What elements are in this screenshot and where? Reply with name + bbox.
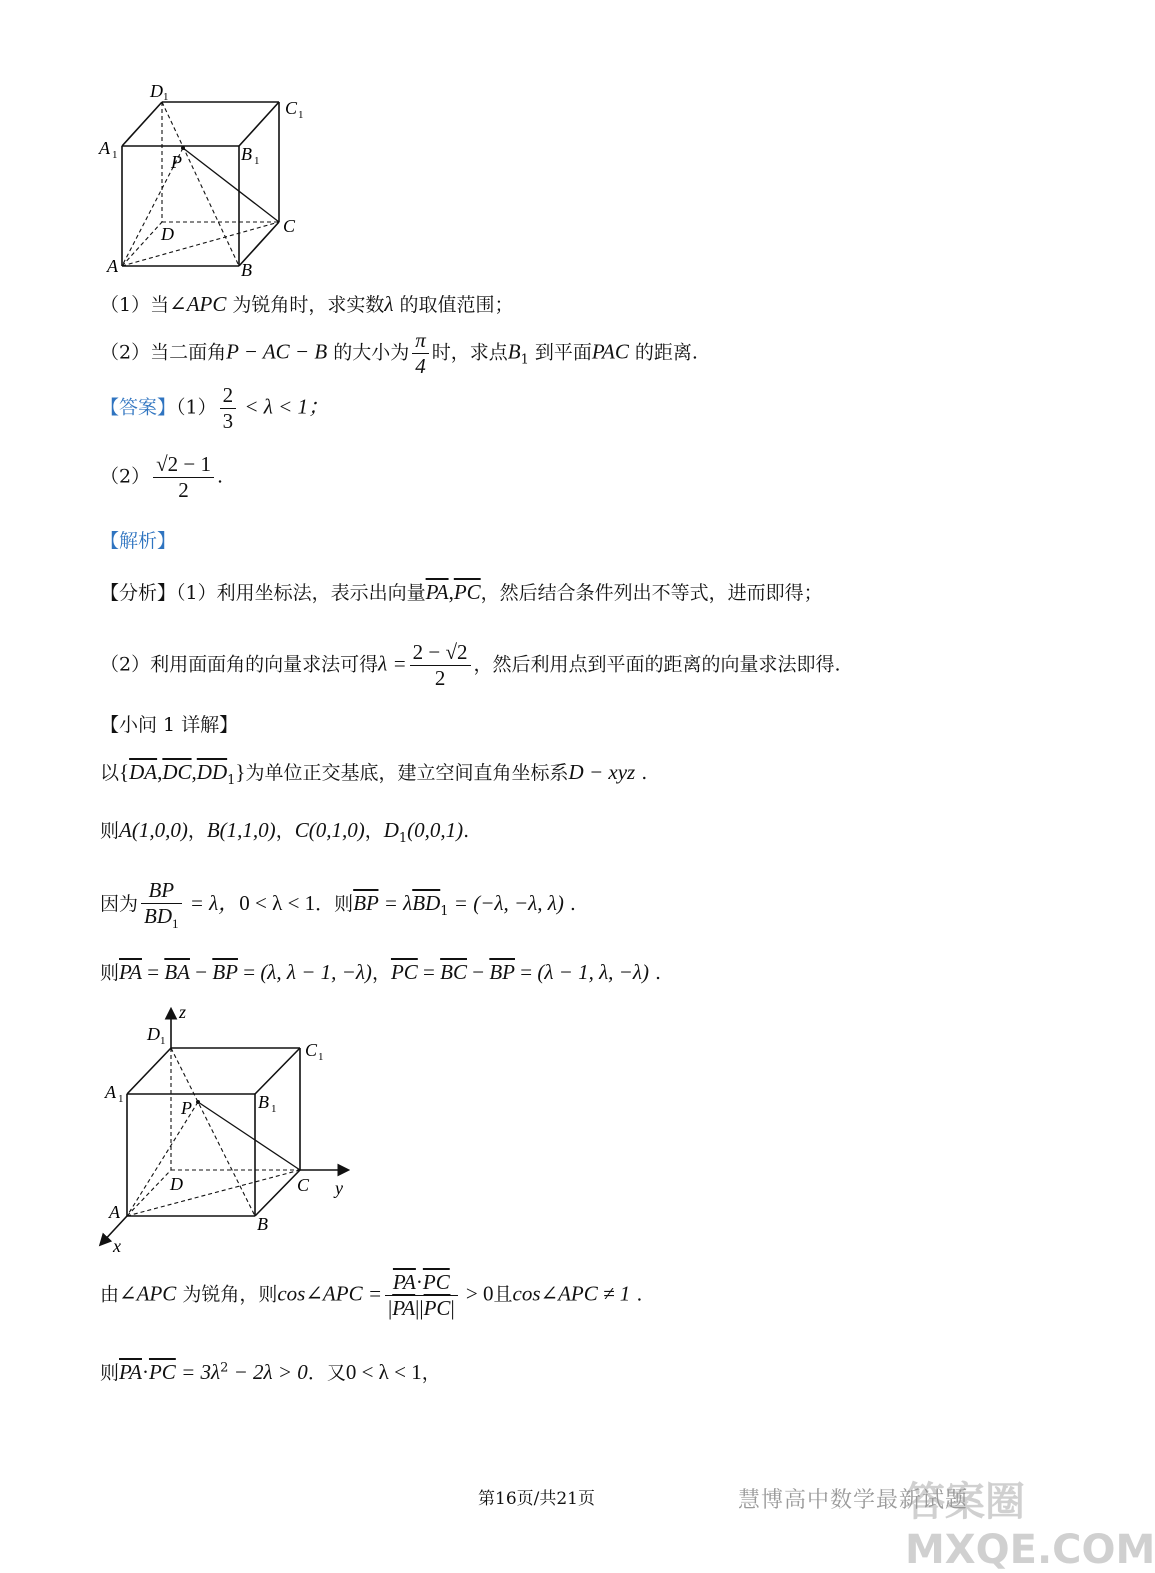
label-d1: D: [147, 1024, 160, 1044]
svg-text:1: 1: [318, 1051, 324, 1063]
label-p: P: [181, 1098, 192, 1118]
svg-text:1: 1: [163, 91, 169, 103]
question-2: （2）当二面角P − AC − B 的大小为 $\frac{\pi}{4}$ 时，求点$B_1$ 到平面PAC 的距离.: [100, 328, 698, 379]
analysis-line-1: 【分析】（1）利用坐标法，表示出向量$\overline{PA},\overline{PC}$，然后结合条件列出不等式，进而即得；: [100, 580, 823, 604]
label-b: B: [241, 260, 252, 280]
svg-text:1: 1: [160, 1035, 166, 1047]
axis-y-label: y: [335, 1178, 343, 1198]
svg-text:1: 1: [118, 1093, 124, 1105]
svg-text:1: 1: [254, 155, 260, 167]
final-line: 则$\overline{PA}\cdot\overline{PC} = 3\lambda^2 - 2\lambda > 0$．又0 < λ < 1，: [100, 1360, 441, 1384]
label-a: A: [109, 1202, 120, 1222]
answer-tag: 【答案】: [100, 396, 177, 419]
label-b1: B: [258, 1092, 269, 1112]
label-c1: C: [285, 98, 298, 118]
label-a: A: [107, 256, 118, 276]
answer-1: 【答案】（1） $\frac{2}{3}$ < λ < 1；: [100, 383, 330, 434]
label-c: C: [297, 1175, 310, 1195]
label-b: B: [257, 1214, 268, 1234]
analysis-line-2: （2）利用面面角的向量求法可得λ = $\frac{2 - √2}{2}$ ，然后利用点到平面的距离的向量求法即得.: [100, 640, 841, 691]
page-footer: 第16页/共21页: [478, 1489, 595, 1509]
svg-text:1: 1: [298, 109, 304, 121]
ratio-line: 因为 $\frac{BP}{BD_1}$ = λ，0 < λ < 1．则$\overline{BP} = \lambda\overline{BD}_1 = (-\lambda$, −λ, λ) .: [100, 878, 576, 932]
label-d1: D: [150, 81, 163, 101]
label-p: P: [171, 152, 182, 172]
label-d: D: [161, 224, 174, 244]
axis-z-label: z: [179, 1002, 187, 1022]
label-a1: A: [99, 138, 110, 158]
axis-x-label: x: [113, 1236, 121, 1256]
label-b1: B: [241, 144, 252, 164]
cube-figure-1: [95, 82, 335, 282]
label-d: D: [170, 1174, 183, 1194]
acute-line: 由∠APC 为锐角，则cos∠APC = $\frac{\overline{PA}\cdot\overline{PC}}{|\overline{PA}||\overline{PC}|}$ > 0且cos∠APC ≠ 1 .: [100, 1270, 643, 1321]
label-c: C: [283, 216, 296, 236]
cube-figure-2: [95, 1002, 375, 1260]
label-a1: A: [105, 1082, 116, 1102]
label-c1: C: [305, 1040, 318, 1060]
svg-text:1: 1: [112, 149, 118, 161]
pi-over-4-fraction: $\frac{\pi}{4}$: [412, 328, 429, 379]
answer-2: （2） $\frac{√2 - 1}{2}$ .: [100, 452, 224, 503]
detail-title: 【小问 1 详解】: [100, 714, 239, 736]
analysis-tag: 【解析】: [100, 530, 177, 552]
svg-text:1: 1: [271, 1103, 277, 1115]
watermark-logo: 答案圈 MXQE.COM: [905, 1479, 1155, 1573]
basis-line: 以$\{\overline{DA},\overline{DC},\overline{DD}_1\}$为单位正交基底，建立空间直角坐标系D − xyz .: [100, 760, 648, 788]
watermark-text: 慧博高中数学最新试题: [738, 1488, 969, 1513]
question-1: （1）当∠APC 为锐角时，求实数λ 的取值范围；: [100, 292, 514, 316]
coords-line: 则A(1,0,0)，B(1,1,0)，C(0,1,0)，$D_1(0,0,1)$.: [100, 818, 470, 846]
vectors-line: 则$\overline{PA} = \overline{BA} - \overline{BP} = (\lambda$, λ − 1, −λ)，$\overline{PC} = \overline{BC} - \overline{BP} = (\lambda - 1$, λ, −λ) .: [100, 960, 662, 984]
